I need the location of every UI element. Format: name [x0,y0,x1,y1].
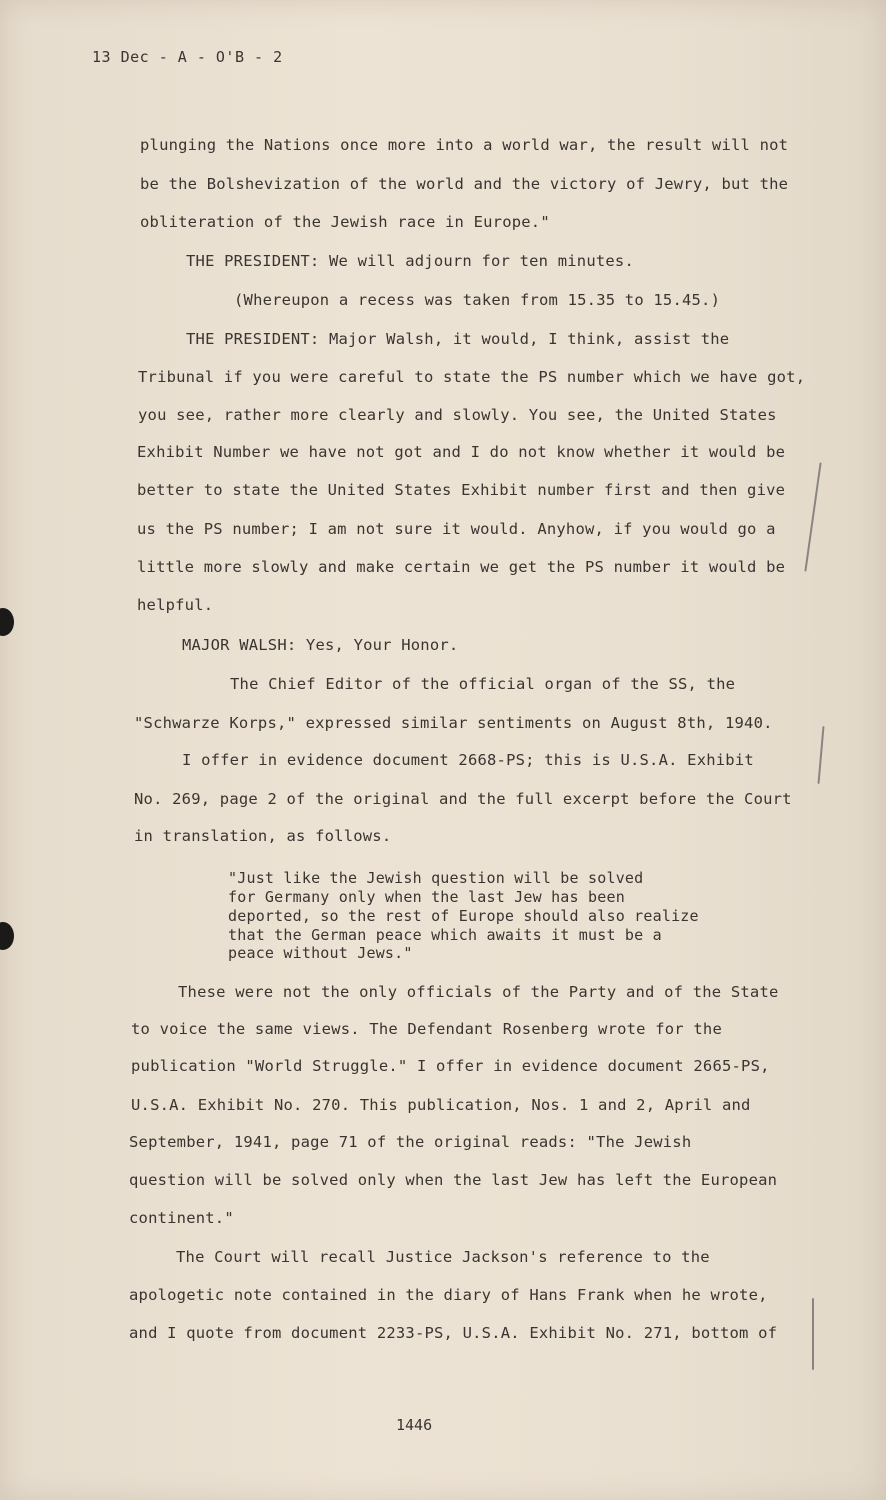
text-line: "Schwarze Korps," expressed similar sentiments on August 8th, 1940. [134,714,773,732]
text-line: September, 1941, page 71 of the original reads: "The Jewish [129,1133,692,1151]
text-line: and I quote from document 2233-PS, U.S.A. Exhibit No. 271, bottom of [129,1324,778,1342]
quote-line: peace without Jews." [228,944,413,962]
punch-hole [0,608,14,636]
pencil-mark [812,1298,814,1370]
text-line: These were not the only officials of the Party and of the State [178,983,779,1001]
text-line: Tribunal if you were careful to state the PS number which we have got, [138,368,806,386]
text-line: continent." [129,1209,234,1227]
text-line: No. 269, page 2 of the original and the full excerpt before the Court [134,790,792,808]
text-line: The Court will recall Justice Jackson's reference to the [176,1248,710,1266]
speaker-line: THE PRESIDENT: Major Walsh, it would, I think, assist the [186,330,730,348]
page-number: 1446 [396,1416,433,1434]
text-line: obliteration of the Jewish race in Europe." [140,213,550,231]
quote-line: for Germany only when the last Jew has been [228,888,625,906]
speaker-line: THE PRESIDENT: We will adjourn for ten minutes. [186,252,634,270]
text-line: better to state the United States Exhibit number first and then give [137,481,786,499]
text-line: apologetic note contained in the diary of Hans Frank when he wrote, [129,1286,768,1304]
text-line: plunging the Nations once more into a world war, the result will not [140,136,789,154]
text-line: little more slowly and make certain we get the PS number it would be [137,558,786,576]
text-line: in translation, as follows. [134,827,392,845]
text-line: U.S.A. Exhibit No. 270. This publication, Nos. 1 and 2, April and [131,1096,751,1114]
punch-hole [0,922,14,950]
recess-note: (Whereupon a recess was taken from 15.35 to 15.45.) [234,291,721,309]
text-line: question will be solved only when the last Jew has left the European [129,1171,778,1189]
speaker-line: MAJOR WALSH: Yes, Your Honor. [182,636,459,654]
text-line: publication "World Struggle." I offer in evidence document 2665-PS, [131,1057,770,1075]
text-line: I offer in evidence document 2668-PS; this is U.S.A. Exhibit [182,751,754,769]
quote-line: that the German peace which awaits it must be a [228,926,662,944]
text-line: Exhibit Number we have not got and I do not know whether it would be [137,443,786,461]
quote-line: deported, so the rest of Europe should also realize [228,907,699,925]
text-line: to voice the same views. The Defendant Rosenberg wrote for the [131,1020,722,1038]
quote-line: "Just like the Jewish question will be solved [228,869,644,887]
text-line: us the PS number; I am not sure it would. Anyhow, if you would go a [137,520,776,538]
text-line: helpful. [137,596,214,614]
pencil-mark [817,726,824,784]
pencil-mark [804,462,821,571]
text-line: The Chief Editor of the official organ of the SS, the [230,675,736,693]
text-line: you see, rather more clearly and slowly. You see, the United States [138,406,777,424]
text-line: be the Bolshevization of the world and the victory of Jewry, but the [140,175,789,193]
page-header: 13 Dec - A - O'B - 2 [92,48,283,66]
